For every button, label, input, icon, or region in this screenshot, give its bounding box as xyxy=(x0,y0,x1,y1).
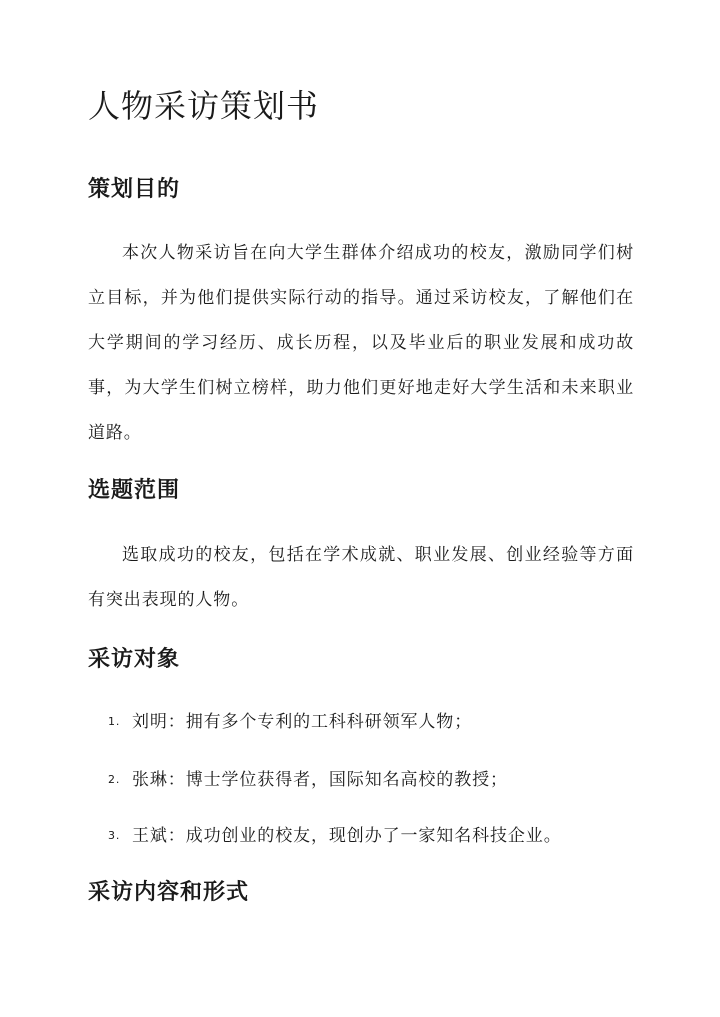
list-item-number: 3. xyxy=(108,829,121,842)
section-heading-content-format: 采访内容和形式 xyxy=(88,879,250,905)
section-paragraph-purpose: 本次人物采访旨在向大学生群体介绍成功的校友，激励同学们树立目标，并为他们提供实际行动的指导。通过采访校友，了解他们在大学期间的学习经历、成长历程，以及毕业后的职业发展和成功故事，为大学生们树立榜样，助力他们更好地走好大学生活和未来职业道路。 xyxy=(88,243,634,443)
section-paragraph-scope: 选取成功的校友，包括在学术成就、职业发展、创业经验等方面有突出表现的人物。 xyxy=(88,545,634,610)
list-item-number: 1. xyxy=(108,715,121,728)
list-item-number: 2. xyxy=(108,773,121,786)
list-item xyxy=(88,708,472,736)
list-item-text: 刘明：拥有多个专利的工科科研领军人物； xyxy=(132,712,473,732)
section-heading-purpose: 策划目的 xyxy=(88,176,181,202)
document-title: 人物采访策划书 xyxy=(88,87,320,125)
list-item xyxy=(88,766,508,794)
section-heading-scope: 选题范围 xyxy=(88,477,181,503)
list-item xyxy=(88,822,562,850)
section-heading-interviewees: 采访对象 xyxy=(88,646,181,672)
list-item-text: 王斌：成功创业的校友，现创办了一家知名科技企业。 xyxy=(132,826,562,846)
list-item-text: 张琳：博士学位获得者，国际知名高校的教授； xyxy=(132,770,508,790)
